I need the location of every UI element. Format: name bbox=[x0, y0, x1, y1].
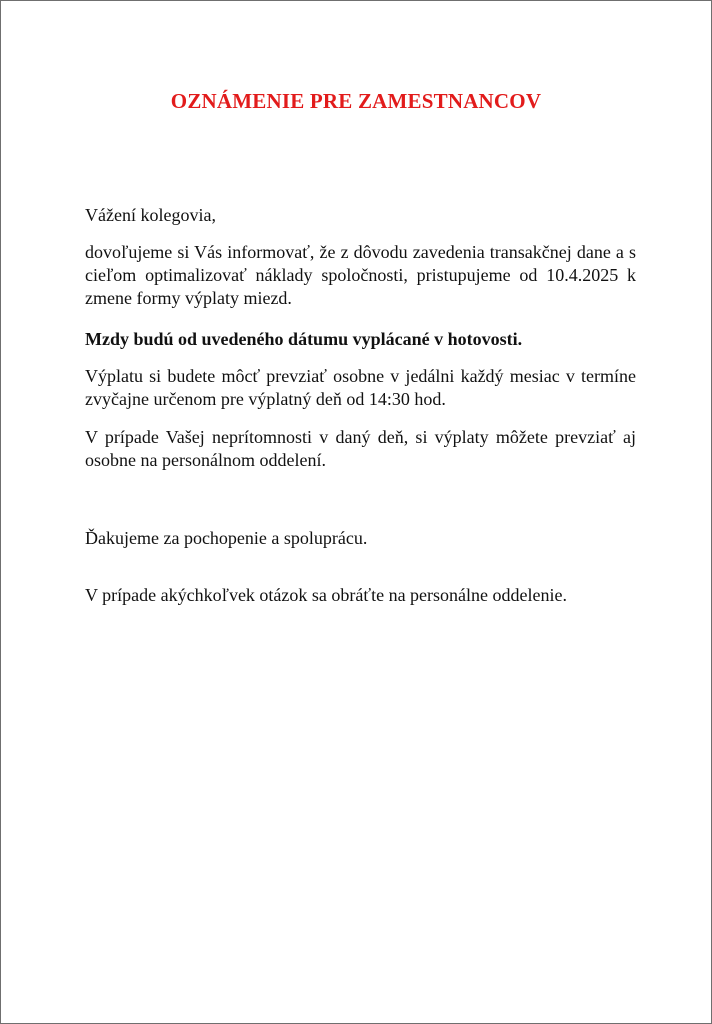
page-title: OZNÁMENIE PRE ZAMESTNANCOV bbox=[170, 89, 542, 113]
bold-statement: Mzdy budú od uvedeného dátumu vyplácané v hotovosti. bbox=[85, 329, 523, 349]
absence-paragraph: V prípade Vašej neprítomnosti v daný deň, si výplaty môžete prevziať aj osobne na personálnom oddelení. bbox=[85, 427, 636, 470]
document-body bbox=[85, 204, 636, 607]
greeting-text: Vážení kolegovia, bbox=[85, 205, 216, 225]
closing-paragraph: V prípade akýchkoľvek otázok sa obráťte na personálne oddelenie. bbox=[85, 585, 567, 605]
intro-paragraph: dovoľujeme si Vás informovať, že z dôvodu zavedenia transakčnej dane a s cieľom optimalizovať náklady spoločnosti, pristupujeme od 10.4.2025 k zmene formy výplaty miezd. bbox=[85, 242, 636, 308]
thanks-line: Ďakujeme za pochopenie a spoluprácu. bbox=[85, 528, 368, 548]
pickup-paragraph: Výplatu si budete môcť prevziať osobne v jedálni každý mesiac v termíne zvyčajne určenom pre výplatný deň od 14:30 hod. bbox=[85, 366, 636, 409]
